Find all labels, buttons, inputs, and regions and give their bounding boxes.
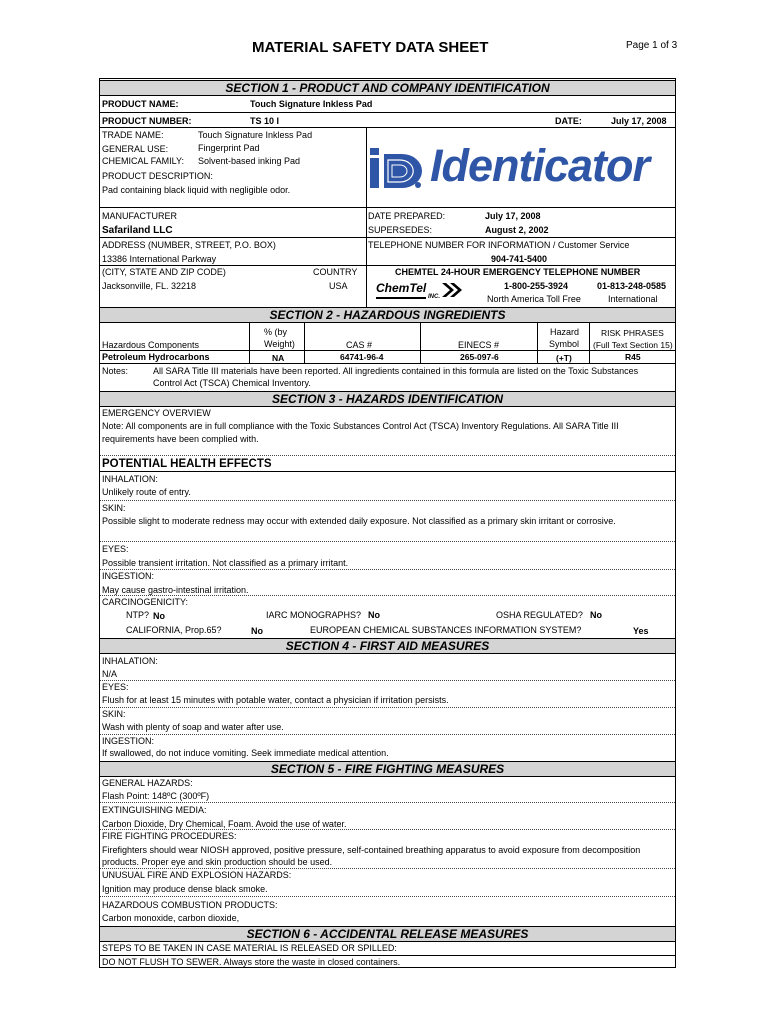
col-hazard-2: Symbol xyxy=(549,339,580,349)
release-steps: DO NOT FLUSH TO SEWER. Always store the waste in closed containers. xyxy=(102,957,401,967)
fire-general-label: GENERAL HAZARDS: xyxy=(102,778,193,788)
fa-ingestion-label: INGESTION: xyxy=(102,736,155,746)
phone-info-label: TELEPHONE NUMBER FOR INFORMATION / Customer Service xyxy=(368,240,630,250)
phone-info: 904-741-5400 xyxy=(491,254,548,264)
address-label: ADDRESS (NUMBER, STREET, P.O. BOX) xyxy=(102,240,276,250)
chemtel-arrows-icon xyxy=(440,281,466,299)
iarc-label: IARC MONOGRAPHS? xyxy=(266,610,362,620)
health-skin: Possible slight to moderate redness may occur with extended daily exposure. Not classified as a primary skin irritant or corrosive. xyxy=(102,516,616,526)
col-risk-2: (Full Text Section 15) xyxy=(593,340,673,350)
section-3-heading: SECTION 3 - HAZARDS IDENTIFICATION xyxy=(100,391,675,407)
fa-eyes-label: EYES: xyxy=(102,682,129,692)
date-label: DATE: xyxy=(555,116,582,126)
iarc-value: No xyxy=(368,610,380,620)
row-einecs: 265-097-6 xyxy=(460,352,499,362)
fingerprint-icon xyxy=(368,148,432,190)
page-number: Page 1 of 3 xyxy=(626,40,678,51)
fire-procedures-label: FIRE FIGHTING PROCEDURES: xyxy=(102,831,237,841)
date-prepared-label: DATE PREPARED: xyxy=(368,211,446,221)
row-symbol: (+T) xyxy=(556,353,572,363)
section-2-heading: SECTION 2 - HAZARDOUS INGREDIENTS xyxy=(100,307,675,323)
country-label: COUNTRY xyxy=(313,267,358,277)
product-description: Pad containing black liquid with negligible odor. xyxy=(102,185,291,195)
release-steps-label: STEPS TO BE TAKEN IN CASE MATERIAL IS RELEASED OR SPILLED: xyxy=(102,943,397,953)
fire-media-label: EXTINGUISHING MEDIA: xyxy=(102,805,207,815)
fa-eyes: Flush for at least 15 minutes with potable water, contact a physician if irritation persists. xyxy=(102,695,449,705)
supersedes-label: SUPERSEDES: xyxy=(368,225,433,235)
na-phone: 1-800-255-3924 xyxy=(504,281,569,291)
chemtel-wordmark: ChemTel xyxy=(376,281,427,295)
col-hazard-1: Hazard xyxy=(550,327,580,337)
country: USA xyxy=(329,281,348,291)
identicator-wordmark: Identicator xyxy=(430,140,650,191)
product-number-label: PRODUCT NUMBER: xyxy=(102,116,192,126)
section-1-heading: SECTION 1 - PRODUCT AND COMPANY IDENTIFICATION xyxy=(100,80,675,96)
manufacturer-label: MANUFACTURER xyxy=(102,211,178,221)
fire-procedures-line-2: products. Proper eye and skin production should be used. xyxy=(102,857,333,867)
health-effects-heading: POTENTIAL HEALTH EFFECTS xyxy=(102,458,272,470)
fire-unusual: Ignition may produce dense black smoke. xyxy=(102,884,268,894)
chemical-family: Solvent-based inking Pad xyxy=(198,156,301,166)
product-number: TS 10 I xyxy=(250,116,280,126)
section-6-heading: SECTION 6 - ACCIDENTAL RELEASE MEASURES xyxy=(100,926,675,942)
fa-ingestion: If swallowed, do not induce vomiting. Seek immediate medical attention. xyxy=(102,748,389,758)
general-use-label: GENERAL USE: xyxy=(102,144,169,154)
col-weight-2: Weight) xyxy=(264,339,295,349)
ntp-value: No xyxy=(153,611,165,621)
chemtel-logo xyxy=(376,281,468,303)
city: Jacksonville, FL. 32218 xyxy=(102,281,197,291)
fire-combustion-label: HAZARDOUS COMBUSTION PRODUCTS: xyxy=(102,900,278,910)
col-cas: CAS # xyxy=(346,340,373,350)
na-label: North America Toll Free xyxy=(487,294,581,304)
supersedes: August 2, 2002 xyxy=(485,225,549,235)
row-weight: NA xyxy=(272,353,285,363)
identicator-logo xyxy=(368,140,674,191)
european-label: EUROPEAN CHEMICAL SUBSTANCES INFORMATION SYSTEM? xyxy=(310,625,582,635)
osha-value: No xyxy=(590,610,602,620)
health-ingestion: May cause gastro-intestinal irritation. xyxy=(102,585,249,595)
osha-label: OSHA REGULATED? xyxy=(496,610,583,620)
chemical-family-label: CHEMICAL FAMILY: xyxy=(102,156,185,166)
product-name: Touch Signature Inkless Pad xyxy=(250,99,373,109)
col-risk-1: RISK PHRASES xyxy=(601,328,664,338)
fa-skin-label: SKIN: xyxy=(102,709,126,719)
intl-phone: 01-813-248-0585 xyxy=(597,281,667,291)
notes-line-2: Control Act (TSCA) Chemical Inventory. xyxy=(153,378,311,388)
row-risk: R45 xyxy=(625,352,641,362)
health-eyes: Possible transient irritation. Not classified as a primary irritant. xyxy=(102,558,349,568)
health-ingestion-label: INGESTION: xyxy=(102,571,155,581)
european-value: Yes xyxy=(633,626,649,636)
row-cas: 64741-96-4 xyxy=(340,352,384,362)
emergency-label: CHEMTEL 24-HOUR EMERGENCY TELEPHONE NUMBER xyxy=(395,267,641,277)
col-components: Hazardous Components xyxy=(102,340,200,350)
notes-line-1: All SARA Title III materials have been reported. All ingredients contained in this formula are listed on the Toxic Substances xyxy=(153,366,639,376)
col-weight-1: % (by xyxy=(264,327,288,337)
trade-name: Touch Signature Inkless Pad xyxy=(198,130,313,140)
address: 13386 International Parkway xyxy=(102,254,217,264)
date-prepared: July 17, 2008 xyxy=(485,211,541,221)
manufacturer: Safariland LLC xyxy=(102,225,173,236)
fa-inhalation: N/A xyxy=(102,669,118,679)
fire-combustion: Carbon monoxide, carbon dioxide, xyxy=(102,913,240,923)
overview-line-2: requirements have been complied with. xyxy=(102,434,259,444)
document-title: MATERIAL SAFETY DATA SHEET xyxy=(252,39,489,56)
section-4-heading: SECTION 4 - FIRST AID MEASURES xyxy=(100,638,675,654)
fa-inhalation-label: INHALATION: xyxy=(102,656,158,666)
row-component: Petroleum Hydrocarbons xyxy=(102,352,210,362)
general-use: Fingerprint Pad xyxy=(198,143,260,153)
health-inhalation: Unlikely route of entry. xyxy=(102,487,191,497)
california-label: CALIFORNIA, Prop.65? xyxy=(126,625,222,635)
chemtel-inc: INC. xyxy=(428,294,440,300)
health-eyes-label: EYES: xyxy=(102,544,129,554)
intl-label: International xyxy=(608,294,658,304)
fire-unusual-label: UNUSUAL FIRE AND EXPLOSION HAZARDS: xyxy=(102,870,292,880)
health-inhalation-label: INHALATION: xyxy=(102,474,158,484)
health-skin-label: SKIN: xyxy=(102,503,126,513)
trade-name-label: TRADE NAME: xyxy=(102,130,164,140)
date-value: July 17, 2008 xyxy=(611,116,667,126)
product-description-label: PRODUCT DESCRIPTION: xyxy=(102,171,213,181)
fire-general: Flash Point: 148ºC (300ºF) xyxy=(102,791,210,801)
carcinogenicity-label: CARCINOGENICITY: xyxy=(102,597,189,607)
section-5-heading: SECTION 5 - FIRE FIGHTING MEASURES xyxy=(100,761,675,777)
product-name-label: PRODUCT NAME: xyxy=(102,99,179,109)
fire-media: Carbon Dioxide, Dry Chemical, Foam. Avoid the use of water. xyxy=(102,819,347,829)
city-label: (CITY, STATE AND ZIP CODE) xyxy=(102,267,226,277)
overview-line-1: Note: All components are in full compliance with the Toxic Substances Control Act (TSCA) Inventory Regulations. All SARA Title III xyxy=(102,421,619,431)
fire-procedures-line-1: Firefighters should wear NIOSH approved, positive pressure, self-contained breathing apparatus to avoid exposure from decomposition xyxy=(102,845,641,855)
california-value: No xyxy=(251,626,263,636)
ntp-label: NTP? xyxy=(126,610,150,620)
fa-skin: Wash with plenty of soap and water after use. xyxy=(102,722,284,732)
col-einecs: EINECS # xyxy=(458,340,500,350)
notes-label: Notes: xyxy=(102,366,129,376)
emergency-overview-label: EMERGENCY OVERVIEW xyxy=(102,408,211,418)
